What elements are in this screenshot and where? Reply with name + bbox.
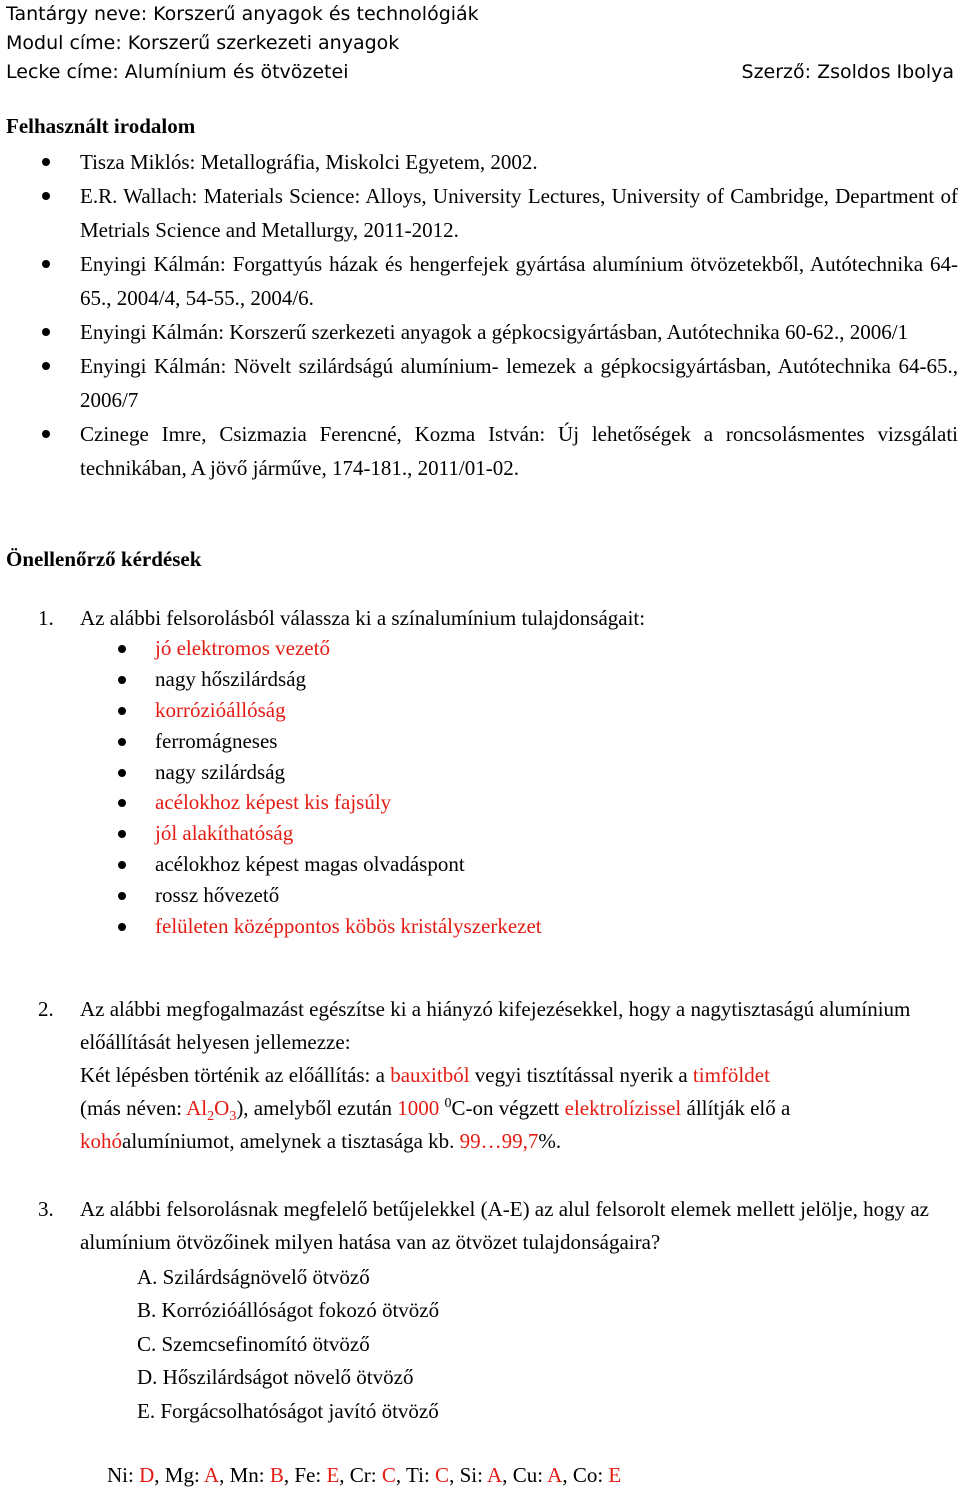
element-letter: C	[435, 1463, 450, 1487]
question-prompt: Az alábbi felsorolásból válassza ki a színalumínium tulajdonságait:	[80, 606, 646, 630]
header-row-subject	[6, 0, 954, 29]
option-item: nagy hőszilárdság	[0, 664, 542, 695]
element-answers: Ni: D, Mg: A, Mn: B, Fe: E, Cr: C, Ti: C, Si: A, Cu: A, Co: E	[107, 1463, 622, 1487]
reference-item: Czinege Imre, Csizmazia Ferencné, Kozma István: Új lehetőségek a roncsolásmentes vizsgálati technikában, A jövő járműve, 174-181., 2011/01-02.	[0, 417, 960, 485]
element-symbol: Cr	[349, 1463, 371, 1487]
element-letter: D	[139, 1463, 155, 1487]
option-item: jól alakíthatóság	[0, 818, 542, 849]
answer-alumina: timföldet	[692, 1063, 770, 1087]
question-1-options	[0, 633, 542, 942]
element-letter: B	[269, 1463, 284, 1487]
question-prompt: Az alábbi felsorolásnak megfelelő betűjelekkel (A-E) az alul felsorolt elemek mellett jelölje, hogy az alumínium ötvözőinek milyen hatása van az ötvözet tulajdonságaira?	[80, 1197, 929, 1254]
reference-item: Enyingi Kálmán: Növelt szilárdságú alumínium- lemezek a gépkocsigyártásban, Autótechnika 64-65., 2006/7	[0, 349, 960, 417]
category-item: E. Forgácsolhatóságot javító ötvöző	[137, 1398, 439, 1423]
references-heading: Felhasznált irodalom	[6, 114, 196, 138]
answer-electrolysis: elektrolízissel	[564, 1096, 682, 1120]
element-symbol: Mn	[229, 1463, 259, 1487]
alloy-categories	[137, 1261, 439, 1428]
fill-in-paragraph: Két lépésben történik az előállítás: a bauxitból vegyi tisztítással nyerik a timföldet (más néven: $Al_2O_3$), amelyből ezután 1000 $^0$C-on végzett elektrolízissel állítják elő a kohóalumíniumot, amelynek a tisztasága kb. 99…99,7%.	[80, 1063, 791, 1153]
reference-item: Tisza Miklós: Metallográfia, Miskolci Egyetem, 2002.	[0, 145, 960, 179]
option-item: jó elektromos vezető	[0, 633, 542, 664]
question-number: 2.	[38, 997, 54, 1021]
references-list	[0, 145, 960, 485]
quiz-heading: Önellenőrző kérdések	[6, 547, 202, 571]
option-item: nagy szilárdság	[0, 757, 542, 788]
element-symbol: Ni	[107, 1463, 128, 1487]
option-item: acélokhoz képest kis fajsúly	[0, 787, 542, 818]
document-header	[6, 0, 954, 87]
question-1	[0, 602, 960, 635]
question-number: 1.	[38, 606, 54, 630]
option-item: acélokhoz képest magas olvadáspont	[0, 849, 542, 880]
reference-item: E.R. Wallach: Materials Science: Alloys, University Lectures, University of Cambridge, Department of Metrials Science and Metallurgy, 2011-2012.	[0, 179, 960, 247]
header-row-lesson	[6, 58, 954, 87]
subject-title: Tantárgy neve: Korszerű anyagok és technológiák	[6, 3, 479, 25]
element-letter: A	[487, 1463, 503, 1487]
element-letter: C	[381, 1463, 396, 1487]
answer-purity: 99…99,7	[459, 1129, 539, 1153]
element-symbol: Fe	[294, 1463, 316, 1487]
module-title: Modul címe: Korszerű szerkezeti anyagok	[6, 32, 400, 54]
option-item: felületen középpontos köbös kristályszerkezet	[0, 911, 542, 942]
answer-formula: $Al_2O_3$	[186, 1096, 237, 1125]
element-symbol: Cu	[512, 1463, 538, 1487]
element-symbol: Si	[459, 1463, 478, 1487]
author-name: Szerző: Zsoldos Ibolya	[741, 61, 954, 83]
element-letter: A	[203, 1463, 220, 1487]
category-item: B. Korrózióállóságot fokozó ötvöző	[137, 1298, 440, 1323]
answer-smelter: kohó	[80, 1129, 122, 1153]
element-letter: A	[547, 1463, 563, 1487]
element-symbol: Mg	[164, 1463, 194, 1487]
category-item: C. Szemcsefinomító ötvöző	[137, 1331, 370, 1356]
option-item: ferromágneses	[0, 726, 542, 757]
option-item: korrózióállóság	[0, 695, 542, 726]
option-item: rossz hővezető	[0, 880, 542, 911]
category-item: A. Szilárdságnövelő ötvöző	[137, 1265, 370, 1289]
element-symbol: Ti	[406, 1463, 424, 1487]
lesson-title: Lecke címe: Alumínium és ötvözetei	[6, 61, 349, 83]
answer-temperature: 1000	[397, 1096, 440, 1120]
reference-item: Enyingi Kálmán: Korszerű szerkezeti anyagok a gépkocsigyártásban, Autótechnika 60-62., 2006/1	[0, 315, 960, 349]
question-2	[0, 993, 960, 1158]
answer-bauxite: bauxitból	[390, 1063, 470, 1087]
category-item: D. Hőszilárdságot növelő ötvöző	[137, 1365, 414, 1390]
header-row-module	[6, 29, 954, 58]
element-letter: E	[608, 1463, 622, 1487]
question-number: 3.	[38, 1197, 54, 1221]
question-3	[0, 1193, 960, 1259]
question-prompt: Az alábbi megfogalmazást egészítse ki a hiányzó kifejezésekkel, hogy a nagytisztaságú alumínium előállítását helyesen jellemezze:	[80, 997, 911, 1054]
element-letter: E	[326, 1463, 340, 1487]
element-symbol: Co	[572, 1463, 598, 1487]
reference-item: Enyingi Kálmán: Forgattyús házak és hengerfejek gyártása alumínium ötvözetekből, Autótechnika 64-65., 2004/4, 54-55., 2004/6.	[0, 247, 960, 315]
